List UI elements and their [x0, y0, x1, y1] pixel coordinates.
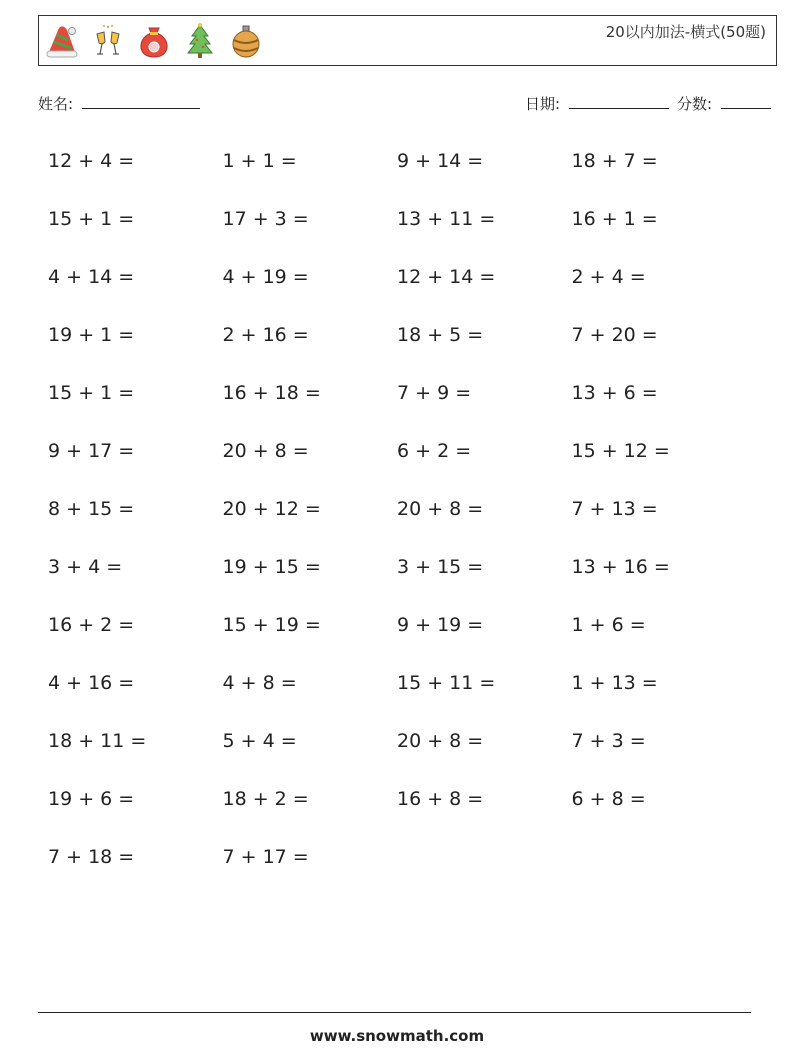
problem-grid — [48, 148, 748, 902]
problem-item: 19 + 1 = — [48, 324, 135, 346]
footer-site: www.snowmath.com — [309, 1027, 485, 1045]
problem-item: 13 + 16 = — [571, 556, 670, 578]
problem-row — [48, 322, 748, 380]
problem-item: 12 + 14 = — [397, 266, 496, 288]
problem-item: 5 + 4 = — [222, 730, 297, 752]
problem-item: 4 + 16 = — [48, 672, 135, 694]
problem-item: 8 + 15 = — [48, 498, 135, 520]
problem-item: 18 + 11 = — [48, 730, 147, 752]
problem-item: 12 + 4 = — [48, 150, 135, 172]
problem-item: 20 + 8 = — [397, 730, 484, 752]
score-label: 分数: — [677, 95, 713, 113]
date-blank-line[interactable] — [569, 93, 669, 109]
problem-item: 15 + 1 = — [48, 208, 135, 230]
problem-item: 1 + 13 = — [571, 672, 658, 694]
worksheet-title: 20以内加法-横式(50题) — [605, 23, 766, 41]
footer-divider — [38, 1012, 751, 1013]
header-box — [38, 15, 777, 66]
problem-item: 19 + 15 = — [222, 556, 321, 578]
problem-item: 18 + 5 = — [397, 324, 484, 346]
problem-item: 15 + 11 = — [397, 672, 496, 694]
date-label: 日期: — [525, 95, 561, 113]
christmas-tree-icon — [183, 22, 217, 60]
problem-item: 9 + 14 = — [397, 150, 484, 172]
name-label: 姓名: — [38, 95, 74, 113]
problem-item: 16 + 18 = — [222, 382, 321, 404]
name-field — [38, 93, 200, 114]
problem-item: 4 + 8 = — [222, 672, 297, 694]
problem-item: 20 + 12 = — [222, 498, 321, 520]
problem-row — [48, 554, 748, 612]
problem-item: 13 + 6 = — [571, 382, 658, 404]
problem-item: 2 + 16 = — [222, 324, 309, 346]
problem-item: 7 + 13 = — [571, 498, 658, 520]
problem-row — [48, 148, 748, 206]
problem-item: 20 + 8 = — [397, 498, 484, 520]
problem-item: 18 + 7 = — [571, 150, 658, 172]
problem-item: 9 + 19 = — [397, 614, 484, 636]
problem-item: 20 + 8 = — [222, 440, 309, 462]
problem-row — [48, 264, 748, 322]
champagne-glasses-icon — [91, 22, 125, 60]
problem-item: 16 + 1 = — [571, 208, 658, 230]
problem-item: 3 + 4 = — [48, 556, 123, 578]
gift-sack-icon — [137, 22, 171, 60]
problem-item: 9 + 17 = — [48, 440, 135, 462]
problem-row — [48, 786, 748, 844]
problem-item: 7 + 3 = — [571, 730, 646, 752]
santa-hat-icon — [45, 22, 79, 60]
problem-item: 6 + 8 = — [571, 788, 646, 810]
problem-item: 4 + 19 = — [222, 266, 309, 288]
problem-item: 16 + 8 = — [397, 788, 484, 810]
problem-item: 3 + 15 = — [397, 556, 484, 578]
problem-row — [48, 496, 748, 554]
problem-item: 7 + 18 = — [48, 846, 135, 868]
problem-item: 16 + 2 = — [48, 614, 135, 636]
problem-item: 7 + 9 = — [397, 382, 472, 404]
problem-item: 15 + 12 = — [571, 440, 670, 462]
problem-row — [48, 380, 748, 438]
problem-item: 15 + 19 = — [222, 614, 321, 636]
name-blank-line[interactable] — [82, 93, 200, 109]
score-blank-line[interactable] — [721, 93, 771, 109]
problem-item: 2 + 4 = — [571, 266, 646, 288]
problem-row — [48, 670, 748, 728]
problem-item: 17 + 3 = — [222, 208, 309, 230]
problem-item: 19 + 6 = — [48, 788, 135, 810]
problem-item: 15 + 1 = — [48, 382, 135, 404]
date-field — [525, 93, 669, 114]
score-field — [677, 93, 771, 114]
problem-row — [48, 206, 748, 264]
problem-item: 1 + 6 = — [571, 614, 646, 636]
problem-item: 6 + 2 = — [397, 440, 472, 462]
problem-row — [48, 844, 748, 902]
problem-row — [48, 612, 748, 670]
problem-item: 7 + 20 = — [571, 324, 658, 346]
problem-row — [48, 438, 748, 496]
problem-item: 1 + 1 = — [222, 150, 297, 172]
problem-row — [48, 728, 748, 786]
problem-item: 7 + 17 = — [222, 846, 309, 868]
ornament-ball-icon — [229, 22, 263, 60]
icon-strip — [45, 22, 263, 60]
problem-item: 4 + 14 = — [48, 266, 135, 288]
problem-item: 18 + 2 = — [222, 788, 309, 810]
problem-item: 13 + 11 = — [397, 208, 496, 230]
